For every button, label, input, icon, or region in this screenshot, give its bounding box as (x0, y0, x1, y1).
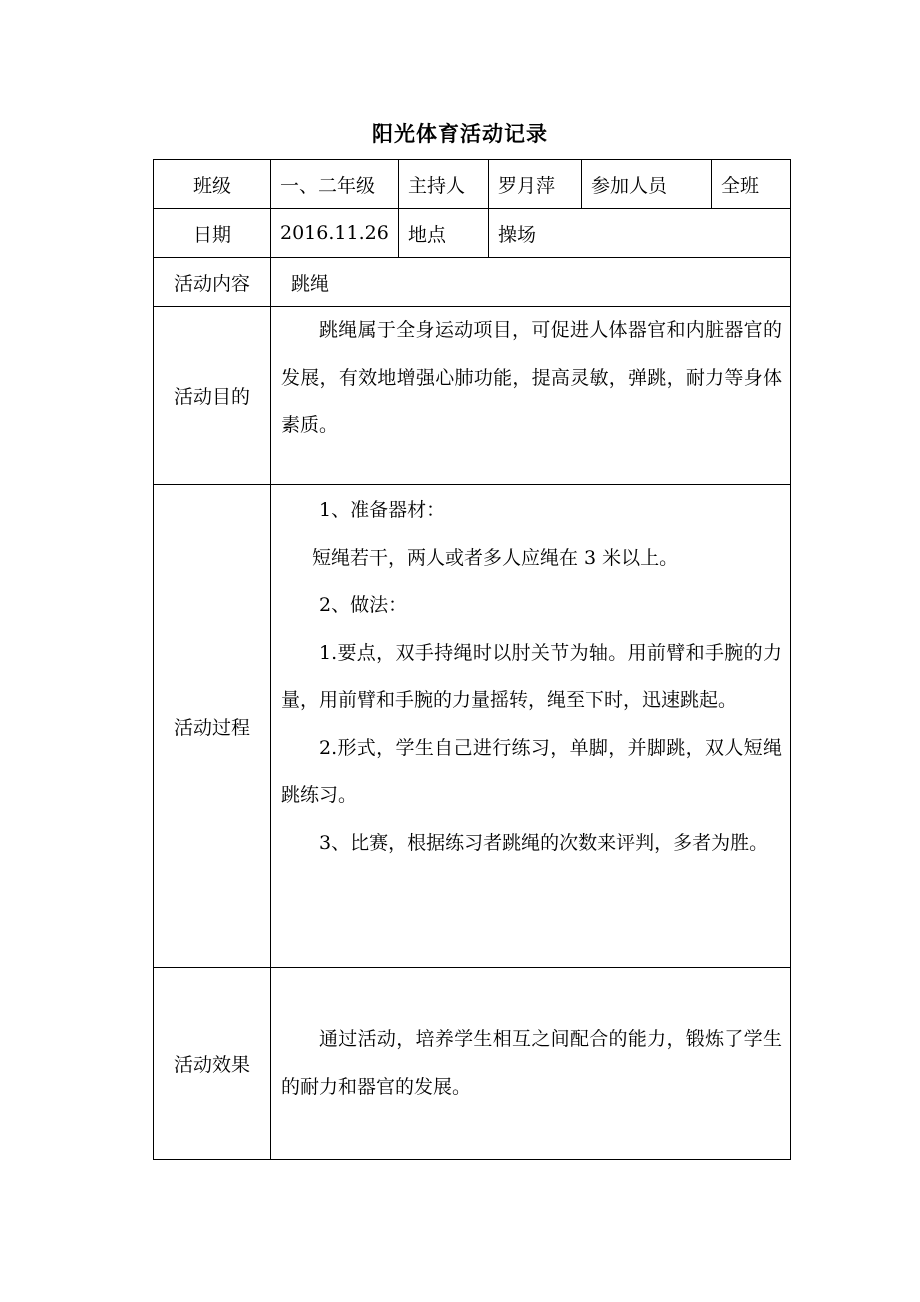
process-paragraph: 3、比赛，根据练习者跳绳的次数来评判，多者为胜。 (319, 831, 769, 854)
place-label: 地点 (399, 209, 489, 258)
effect-label: 活动效果 (154, 968, 271, 1160)
row-class-info (154, 160, 791, 209)
row-date-place (154, 209, 791, 258)
content-label: 活动内容 (154, 258, 271, 307)
class-value: 一、二年级 (271, 160, 399, 209)
date-label: 日期 (154, 209, 271, 258)
process-cell (271, 485, 791, 968)
host-value: 罗月萍 (489, 160, 582, 209)
participants-value: 全班 (712, 160, 791, 209)
place-value: 操场 (489, 209, 791, 258)
row-effect (154, 968, 791, 1160)
process-paragraph: 短绳若干，两人或者多人应绳在 3 米以上。 (312, 546, 679, 569)
process-paragraph: 2.形式，学生自己进行练习，单脚，并脚跳，双人短绳跳练习。 (281, 736, 782, 806)
row-process (154, 485, 791, 968)
participants-label: 参加人员 (582, 160, 712, 209)
effect-text: 通过活动，培养学生相互之间配合的能力，锻炼了学生的耐力和器官的发展。 (281, 1028, 782, 1098)
purpose-text: 跳绳属于全身运动项目，可促进人体器官和内脏器官的发展，有效地增强心肺功能，提高灵敏，弹跳，耐力等身体素质。 (281, 319, 782, 436)
class-label: 班级 (154, 160, 271, 209)
date-value: 2016.11.26 (271, 209, 399, 258)
purpose-cell (271, 307, 791, 485)
purpose-label: 活动目的 (154, 307, 271, 485)
content-value: 跳绳 (271, 258, 791, 307)
document-title: 阳光体育活动记录 (372, 122, 548, 146)
process-paragraph: 1、准备器材： (319, 499, 446, 521)
host-label: 主持人 (399, 160, 489, 209)
process-paragraph: 1.要点，双手持绳时以肘关节为轴。用前臂和手腕的力量，用前臂和手腕的力量摇转，绳至下时，迅速跳起。 (281, 641, 782, 711)
process-paragraph: 2、做法： (319, 594, 408, 616)
process-label: 活动过程 (154, 485, 271, 968)
effect-cell (271, 968, 791, 1160)
activity-record-table (153, 159, 791, 1160)
row-purpose (154, 307, 791, 485)
row-content (154, 258, 791, 307)
